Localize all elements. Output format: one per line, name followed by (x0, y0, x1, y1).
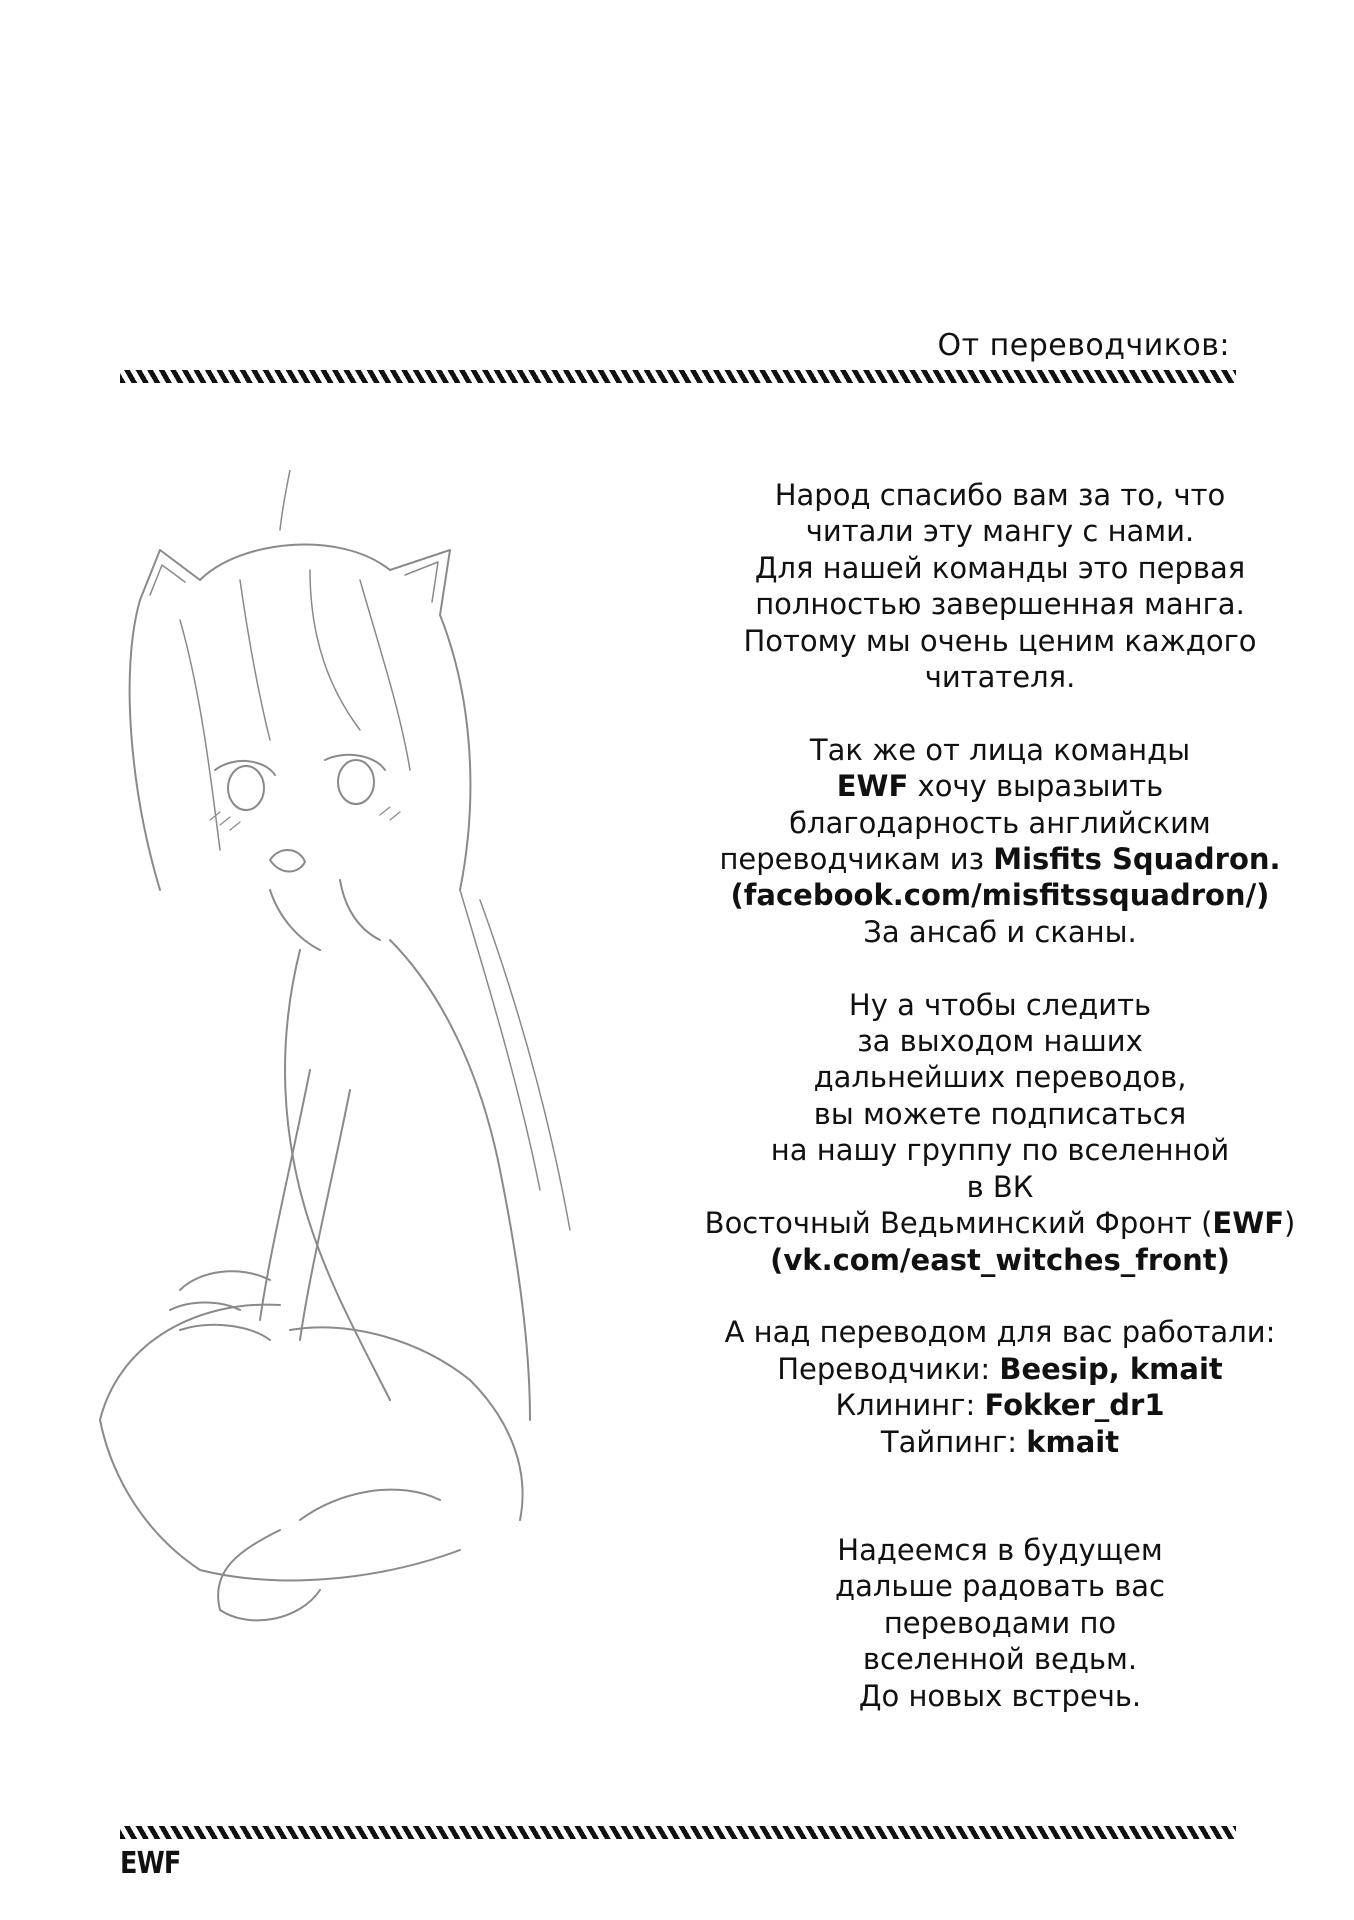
text-line: полностью завершенная манга. (755, 587, 1245, 622)
text-line: вселенной ведьм. (862, 1642, 1138, 1677)
text-fragment: переводчикам из (719, 842, 994, 877)
credits-heading: А над переводом для вас работали: (724, 1315, 1276, 1350)
translator-note (690, 477, 1310, 1750)
credit-translators (690, 1351, 1310, 1387)
team-name: EWF (836, 769, 909, 804)
facebook-link: (facebook.com/misfitssquadron/) (730, 878, 1270, 913)
text-line: благодарность английским (789, 805, 1211, 840)
text-line: вы можете подписаться (813, 1096, 1187, 1131)
text-fragment: хочу выразыить (908, 769, 1164, 804)
credit-cleaning (690, 1387, 1310, 1423)
text-line: Народ спасибо вам за то, что (774, 478, 1226, 512)
bottom-hatch-divider (120, 1826, 1236, 1839)
text-line: переводами по (883, 1605, 1117, 1640)
text-line (690, 841, 1310, 877)
text-line: дальше радовать вас (835, 1569, 1165, 1604)
text-line: дальнейших переводов, (813, 1060, 1187, 1095)
text-line (690, 1205, 1310, 1241)
closing-paragraph (690, 1532, 1310, 1714)
text-fragment: ) (1284, 1206, 1296, 1241)
text-line: в ВК (966, 1169, 1034, 1204)
page-title: От переводчиков: (937, 328, 1230, 363)
team-name: EWF (1212, 1206, 1284, 1241)
credit-label: Клининг: (835, 1388, 985, 1423)
english-team-name: Misfits Squadron. (993, 842, 1281, 877)
credit-label: Переводчики: (777, 1351, 1000, 1386)
footer-logo: EWF (120, 1846, 181, 1881)
text-line (690, 768, 1310, 804)
girl-sketch-illustration (60, 470, 760, 1630)
credit-typing (690, 1424, 1310, 1460)
credits-paragraph (690, 1314, 1310, 1460)
thanks-paragraph (690, 477, 1310, 695)
credit-value: Beesip, kmait (999, 1351, 1223, 1386)
text-line: читали эту мангу с нами. (805, 514, 1195, 549)
text-line: Так же от лица команды (809, 732, 1191, 767)
text-line: За ансаб и сканы. (863, 914, 1137, 949)
text-line: Ну а чтобы следить (848, 987, 1152, 1022)
text-line: на нашу группу по вселенной (770, 1133, 1230, 1168)
text-line: Потому мы очень ценим каждого (743, 623, 1257, 658)
text-line: читателя. (924, 660, 1076, 695)
vk-link: (vk.com/east_witches_front) (770, 1242, 1230, 1277)
credit-label: Тайпинг: (880, 1424, 1027, 1459)
subscribe-paragraph (690, 987, 1310, 1278)
credit-value: kmait (1026, 1424, 1120, 1459)
text-line: за выходом наших (857, 1024, 1143, 1059)
text-line: До новых встречь. (858, 1678, 1142, 1713)
gratitude-paragraph (690, 732, 1310, 950)
text-fragment: Восточный Ведьминский Фронт ( (704, 1206, 1213, 1241)
credit-value: Fokker_dr1 (984, 1388, 1165, 1423)
text-line: Надеемся в будущем (837, 1532, 1163, 1567)
top-hatch-divider (120, 370, 1236, 383)
text-line: Для нашей команды это первая (754, 550, 1246, 585)
